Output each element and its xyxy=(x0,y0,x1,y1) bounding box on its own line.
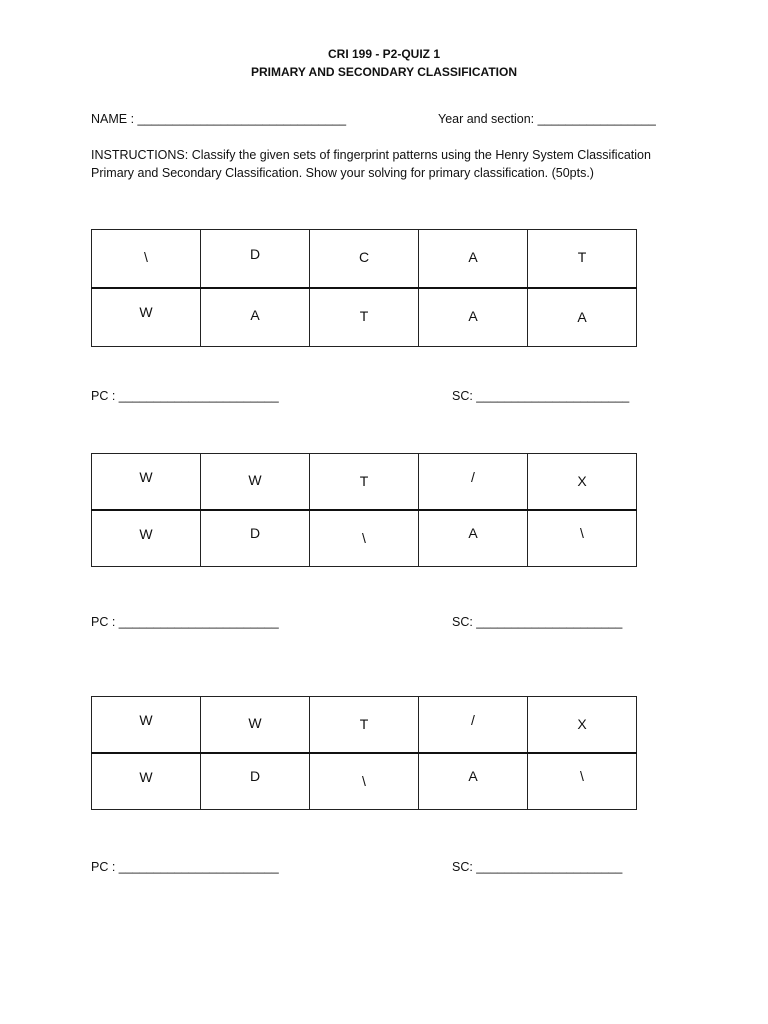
fingerprint-cell: T xyxy=(310,697,419,754)
fingerprint-cell: W xyxy=(92,753,201,810)
instructions: INSTRUCTIONS: Classify the given sets of fingerprint patterns using the Henry System Classification Primary and Secondary Classification. Show your solving for primary classification. (50pts.) xyxy=(91,148,651,180)
fingerprint-cell: D xyxy=(201,753,310,810)
fingerprint-cell: A xyxy=(419,288,528,347)
fingerprint-cell: W xyxy=(92,288,201,347)
fingerprint-cell: A xyxy=(528,288,637,347)
fingerprint-cell: A xyxy=(201,288,310,347)
fingerprint-cell: \ xyxy=(528,753,637,810)
sc-field-2: SC: _____________________ xyxy=(452,615,623,629)
fingerprint-cell: D xyxy=(201,510,310,567)
fingerprint-cell: T xyxy=(310,454,419,511)
name-field: NAME : ______________________________ xyxy=(91,112,347,126)
pc-field-1: PC : _______________________ xyxy=(91,389,279,403)
fingerprint-cell: A xyxy=(419,510,528,567)
fingerprint-table-3 xyxy=(91,696,637,810)
fingerprint-cell: X xyxy=(528,454,637,511)
pc-field-2: PC : _______________________ xyxy=(91,615,279,629)
fingerprint-table-2 xyxy=(91,453,637,567)
fingerprint-cell: / xyxy=(419,454,528,511)
fingerprint-cell: \ xyxy=(528,510,637,567)
fingerprint-cell: D xyxy=(201,230,310,289)
fingerprint-table-1 xyxy=(91,229,637,347)
quiz-title: CRI 199 - P2-QUIZ 1 xyxy=(327,47,441,61)
pc-field-3: PC : _______________________ xyxy=(91,860,279,874)
fingerprint-cell: X xyxy=(528,697,637,754)
fingerprint-cell: A xyxy=(419,230,528,289)
fingerprint-cell: T xyxy=(310,288,419,347)
fingerprint-cell: C xyxy=(310,230,419,289)
fingerprint-cell: A xyxy=(419,753,528,810)
fingerprint-cell: W xyxy=(92,454,201,511)
quiz-subtitle: PRIMARY AND SECONDARY CLASSIFICATION xyxy=(250,65,517,79)
sc-field-1: SC: ______________________ xyxy=(452,389,630,403)
fingerprint-cell: \ xyxy=(92,230,201,289)
fingerprint-cell: W xyxy=(92,697,201,754)
sc-field-3: SC: _____________________ xyxy=(452,860,623,874)
fingerprint-cell: \ xyxy=(310,510,419,567)
fingerprint-cell: / xyxy=(419,697,528,754)
year-section-field: Year and section: _________________ xyxy=(438,112,656,126)
fingerprint-cell: W xyxy=(201,454,310,511)
fingerprint-cell: W xyxy=(92,510,201,567)
fingerprint-cell: \ xyxy=(310,753,419,810)
fingerprint-cell: T xyxy=(528,230,637,289)
fingerprint-cell: W xyxy=(201,697,310,754)
